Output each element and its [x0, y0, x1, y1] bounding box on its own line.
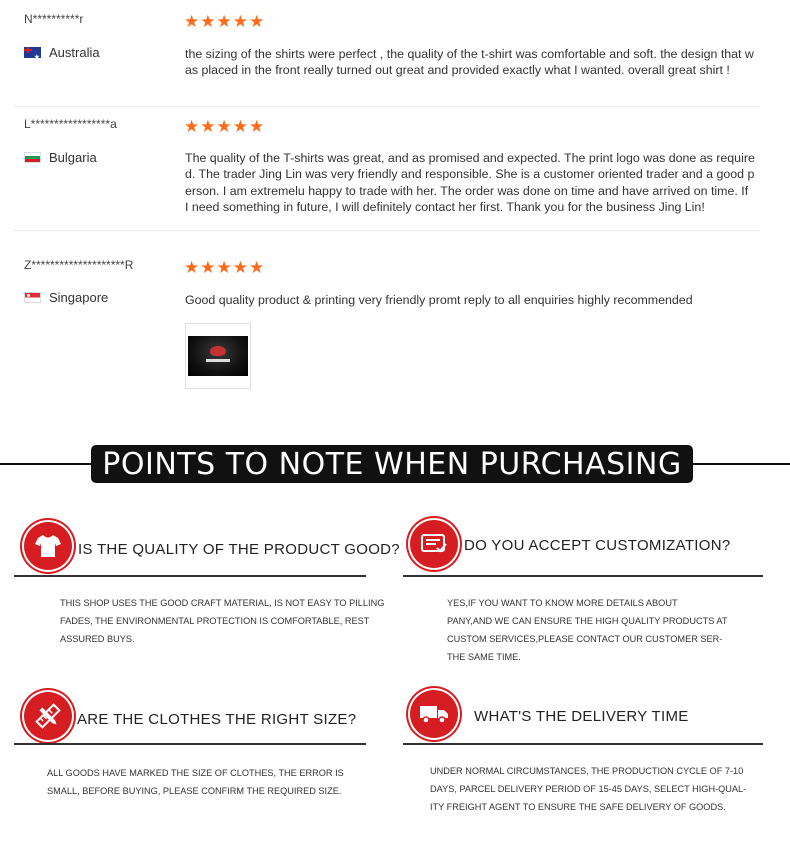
- qa-answer-line: ALL GOODS HAVE MARKED THE SIZE OF CLOTHES, THE ERROR IS: [47, 768, 344, 778]
- qa-answer: [447, 594, 727, 666]
- review-text: the sizing of the shirts were perfect , the quality of the t-shirt was comfortable and soft. the design that was placed in the front really turned out great and provided exactly what I wanted. overall great shirt !: [185, 47, 754, 78]
- star-icon: ★★★★★: [184, 117, 266, 136]
- review-text: Good quality product & printing very friendly promt reply to all enquiries highly recommended: [185, 293, 693, 307]
- reviewer-country: [24, 150, 97, 165]
- qa-answer-line: ASSURED BUYS.: [60, 634, 135, 644]
- qa-underline: [14, 743, 366, 745]
- bulgaria-flag-icon: [24, 152, 41, 163]
- qa-underline: [14, 575, 366, 577]
- qa-answer: [430, 762, 746, 816]
- qa-underline: [403, 575, 763, 577]
- qa-answer-line: ITY FREIGHT AGENT TO ENSURE THE SAFE DELIVERY OF GOODS.: [430, 802, 726, 812]
- qa-answer: [47, 764, 344, 800]
- qa-answer-line: THIS SHOP USES THE GOOD CRAFT MATERIAL, IS NOT EASY TO PILLING: [60, 598, 385, 608]
- ruler-pencil-icon: [24, 692, 72, 740]
- qa-underline: [403, 743, 763, 745]
- country-name: Bulgaria: [49, 150, 97, 165]
- qa-answer-line: YES,IF YOU WANT TO KNOW MORE DETAILS ABOUT: [447, 598, 678, 608]
- reviewer-country: [24, 45, 100, 60]
- qa-title: ARE THE CLOTHES THE RIGHT SIZE?: [77, 711, 357, 728]
- rating-stars: [184, 258, 265, 278]
- qa-answer-line: CUSTOM SERVICES,PLEASE CONTACT OUR CUSTOMER SER-: [447, 634, 723, 644]
- reviewer-name: L*****************a: [24, 117, 117, 131]
- reviewer-name: Z********************R: [24, 258, 134, 272]
- delivery-truck-icon: [410, 690, 458, 738]
- qa-title: DO YOU ACCEPT CUSTOMIZATION?: [464, 537, 731, 554]
- qa-answer-line: SMALL, BEFORE BUYING, PLEASE CONFIRM THE REQUIRED SIZE.: [47, 786, 342, 796]
- reviewer-country: [24, 290, 108, 305]
- country-name: Australia: [49, 45, 100, 60]
- star-icon: ★★★★★: [184, 12, 266, 31]
- qa-answer-line: DAYS, PARCEL DELIVERY PERIOD OF 15-45 DAYS, SELECT HIGH-QUAL-: [430, 784, 747, 794]
- qa-title: IS THE QUALITY OF THE PRODUCT GOOD?: [78, 541, 400, 558]
- australia-flag-icon: [24, 47, 41, 58]
- qa-answer-line: PANY,AND WE CAN ENSURE THE HIGH QUALITY PRODUCTS AT: [447, 616, 728, 626]
- section-banner: POINTS TO NOTE WHEN PURCHASING: [91, 445, 693, 483]
- tshirt-photo: [188, 336, 248, 376]
- qa-answer-line: UNDER NORMAL CIRCUMSTANCES, THE PRODUCTION CYCLE OF 7-10: [430, 766, 744, 776]
- qa-title: WHAT'S THE DELIVERY TIME: [474, 708, 689, 725]
- rating-stars: [184, 12, 265, 32]
- review-item: [14, 117, 760, 231]
- customization-icon: [410, 520, 458, 568]
- star-icon: ★★★★★: [184, 258, 266, 277]
- country-name: Singapore: [49, 290, 109, 305]
- review-photo-thumbnail[interactable]: [185, 323, 251, 389]
- review-text: The quality of the T-shirts was great, and as promised and expected. The print logo was done as required. The trader Jing Lin was very friendly and responsible. She is a customer oriented trader and a good person. I am extremelu happy to trade with her. The order was done on time and have arrived on time. If I need something in future, I will definitely contact her first. Thank you for the business Jing Lin!: [185, 151, 755, 214]
- tshirt-icon: [24, 522, 72, 570]
- review-item: [14, 12, 760, 107]
- singapore-flag-icon: [24, 292, 41, 303]
- review-item: [14, 258, 760, 398]
- qa-answer: [60, 594, 384, 648]
- rating-stars: [184, 117, 265, 137]
- qa-answer-line: THE SAME TIME.: [447, 652, 521, 662]
- qa-answer-line: FADES, THE ENVIRONMENTAL PROTECTION IS COMFORTABLE, REST: [60, 616, 370, 626]
- reviewer-name: N**********r: [24, 12, 84, 26]
